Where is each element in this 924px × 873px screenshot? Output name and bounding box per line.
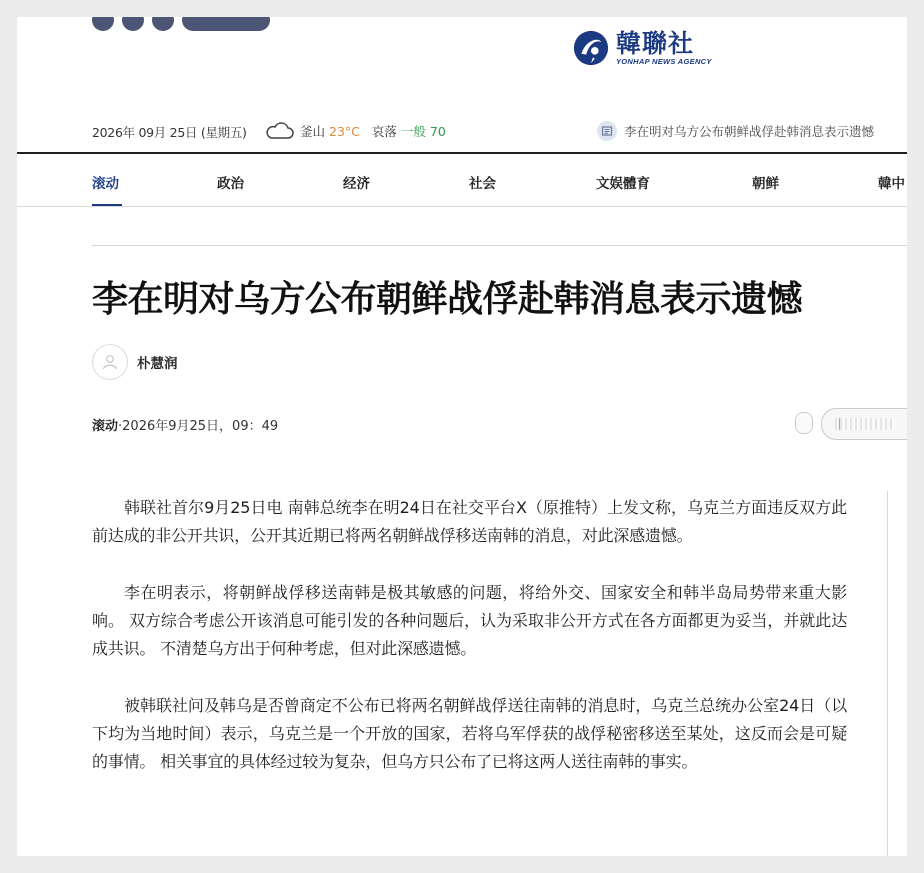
title-divider [92,245,907,246]
nav-item-culture-sports[interactable]: 文娱體育 [596,176,650,192]
air-quality: 一般 70 [400,124,446,139]
subscribe-button[interactable] [182,17,270,31]
facebook-icon[interactable] [92,17,114,31]
cloud-icon [264,121,294,141]
toolbar-marker [839,418,840,430]
yonhap-logo-icon [572,29,610,67]
avatar [92,344,128,380]
toolbar-placeholder [835,418,895,430]
article-datetime: ·2026年9月25日，09：49 [118,419,279,434]
author-name: 朴慧润 [137,356,178,372]
social-bar [92,17,270,31]
x-icon[interactable] [122,17,144,31]
nav-item-economy[interactable]: 经济 [343,176,370,192]
nav-item-north-korea[interactable]: 朝鲜 [752,176,779,192]
nav-item-korea-china[interactable]: 韓中 [878,176,905,192]
weather-widget[interactable] [264,121,446,141]
logo-en-text: YONHAP NEWS AGENCY [616,56,712,66]
article-paragraph: 被韩联社问及韩乌是否曾商定不公布已将两名朝鲜战俘送往南韩的消息时，乌克兰总统办公室24日（以下均为当地时间）表示，乌克兰是一个开放的国家，若将乌军俘获的战俘秘密移送至某处，这反而会是可疑的事情。 相关事宜的具体经过较为复杂，但乌方只公布了已将这两人送往南韩的事实。 [92,696,847,771]
current-date: 2026年 09月 25日 (星期五) [92,125,247,140]
author-block[interactable] [92,344,178,380]
weather-temp: 23°C [329,123,360,139]
info-bar [92,121,907,143]
nav-item-society[interactable]: 社会 [469,176,496,192]
font-size-toggle[interactable] [795,412,813,434]
main-nav [17,152,907,207]
nav-item-politics[interactable]: 政治 [217,176,244,192]
weather-city: 釜山 [300,124,326,139]
weibo-icon[interactable] [152,17,174,31]
article-paragraph: 李在明表示，将朝鲜战俘移送南韩是极其敏感的问题，将给外交、国家安全和韩半岛局势带来重大影响。 双方综合考虑公开该消息可能引发的各种问题后，认为采取非公开方式在各方面都更为妥当，并就此达成共识。 不清楚乌方出于何种考虑，但对此深感遗憾。 [92,583,847,658]
article-paragraph: 韩联社首尔9月25日电 南韩总统李在明24日在社交平台X（原推特）上发文称，乌克兰方面违反双方此前达成的非公开共识，公开其近期已将两名朝鲜战俘移送南韩的消息，对此深感遗憾。 [92,498,847,545]
article-tools [795,408,907,440]
article-body [92,494,847,805]
nav-item-scroll[interactable]: 滚动 [92,176,119,192]
sidebar-divider [887,491,888,856]
news-icon [597,121,617,141]
ticker-headline: 李在明对乌方公布朝鲜战俘赴韩消息表示遗憾 [624,124,875,139]
logo-cn-text: 韓聯社 [616,28,695,58]
user-icon [101,353,119,371]
air-label: 哀落 [371,124,397,139]
active-tab-indicator [92,204,122,206]
article-title: 李在明对乌方公布朝鲜战俘赴韩消息表示遗憾 [92,279,803,320]
news-ticker[interactable] [597,121,874,141]
page [17,17,907,856]
article-category[interactable]: 滚动 [92,419,119,434]
article-meta [92,415,278,434]
yonhap-logo[interactable] [572,29,712,67]
